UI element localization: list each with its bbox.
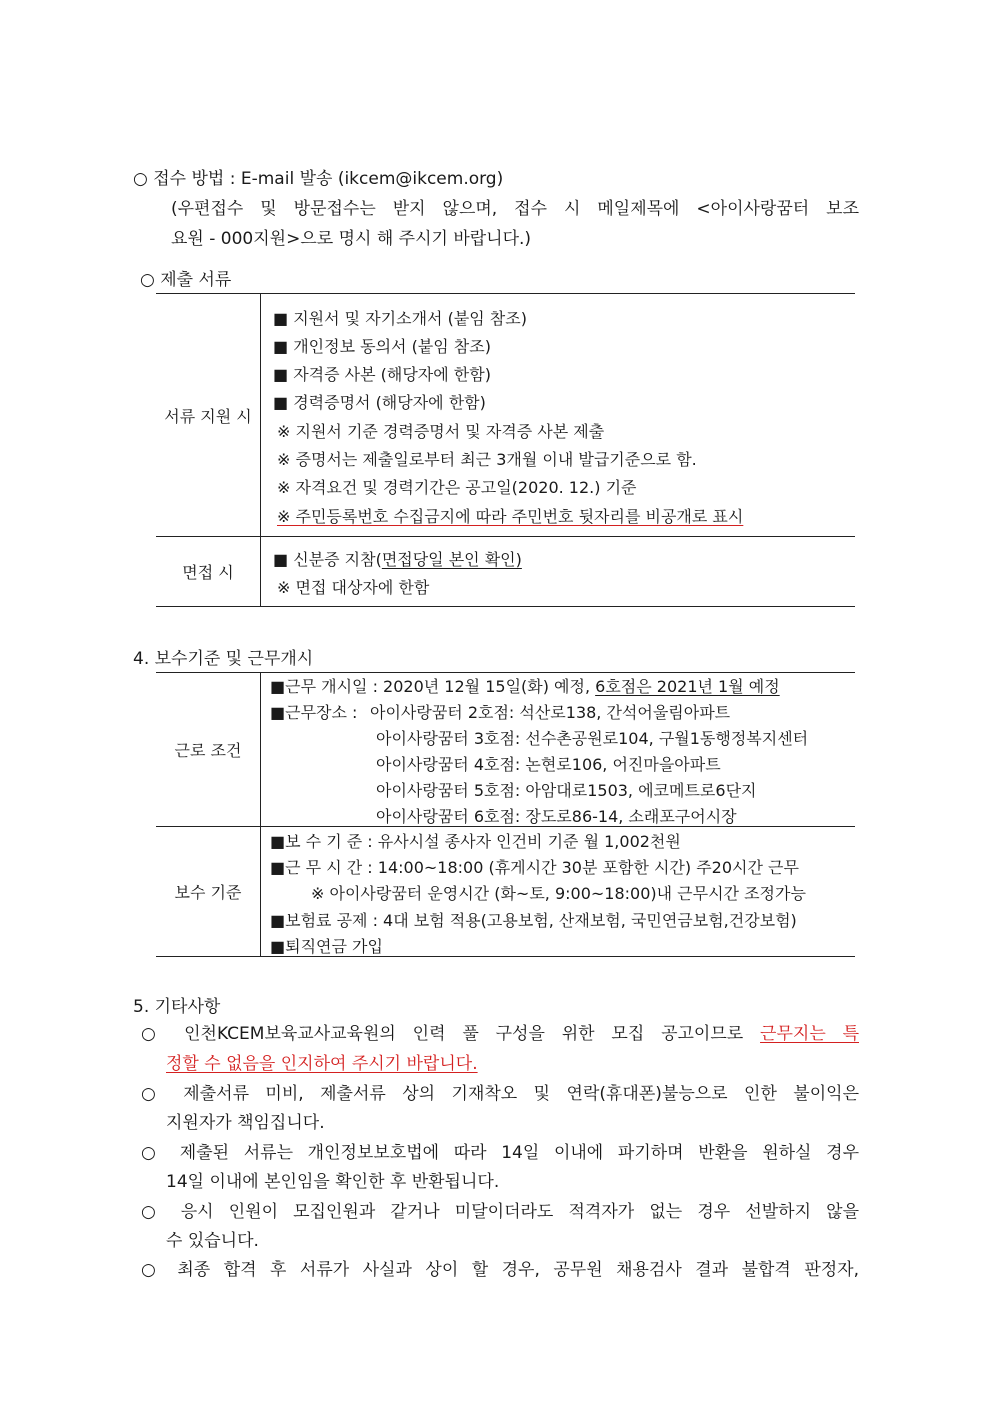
work-place-5: 아이사랑꿈터 5호점: 아암대로1503, 에코메트로6단지 bbox=[376, 781, 757, 800]
pay-standard-item: ■보 수 기 준 : 유사시설 종사자 인건비 기준 월 1,002천원 bbox=[270, 832, 681, 851]
work-place-label: ■근무장소 : bbox=[270, 703, 358, 722]
insurance-item: ■보험료 공제 : 4대 보험 적용(고용보험, 산재보험, 국민연금보험,건강보험) bbox=[270, 911, 797, 930]
work-start-prefix: ■근무 개시일 : 2020년 12월 15일(화) 예정, bbox=[270, 677, 596, 696]
pay-heading: 4. 보수기준 및 근무개시 bbox=[133, 649, 314, 669]
interview-item-id-prefix: ■ 신분증 지참( bbox=[273, 550, 382, 569]
work-hours-item: ■근 무 시 간 : 14:00~18:00 (휴게시간 30분 포함한 시간) 주20시간 근무 bbox=[270, 858, 799, 877]
misc-item5-line1: ○ 최종 합격 후 서류가 사실과 상이 할 경우, 공무원 채용검사 결과 불합격 판정자, bbox=[141, 1260, 859, 1280]
doc-item-license-copy: ■ 자격증 사본 (해당자에 한함) bbox=[273, 365, 491, 384]
row-label-work-conditions: 근로 조건 bbox=[174, 741, 242, 760]
row-label-pay-standard: 보수 기준 bbox=[174, 883, 242, 902]
table-column-divider bbox=[260, 293, 261, 606]
pay-table-border-bottom bbox=[156, 956, 855, 957]
doc-item-application: ■ 지원서 및 자기소개서 (붙임 참조) bbox=[273, 309, 527, 328]
doc-item-privacy-consent: ■ 개인정보 동의서 (붙임 참조) bbox=[273, 337, 491, 356]
doc-note-1: ※ 지원서 기준 경력증명서 및 자격증 사본 제출 bbox=[277, 422, 605, 441]
doc-note-resident-number: ※ 주민등록번호 수집금지에 따라 주민번호 뒷자리를 비공개로 표시 bbox=[277, 507, 744, 526]
misc-item1-prefix: ○ 인천KCEM보육교사교육원의 인력 풀 구성을 위한 모집 공고이므로 bbox=[141, 1024, 761, 1044]
misc-item1-red: 근무지는 특 bbox=[760, 1024, 859, 1044]
interview-note: ※ 면접 대상자에 한함 bbox=[277, 578, 430, 597]
misc-item1-line1 bbox=[141, 1019, 859, 1044]
work-place-3: 아이사랑꿈터 3호점: 선수촌공원로104, 구월1동행정복지센터 bbox=[376, 729, 809, 748]
pension-item: ■퇴직연금 가입 bbox=[270, 937, 383, 956]
interview-item-id bbox=[273, 547, 522, 570]
pay-table-column-divider bbox=[260, 672, 261, 956]
doc-item-career-certificate: ■ 경력증명서 (해당자에 한함) bbox=[273, 393, 486, 412]
work-place-2: 아이사랑꿈터 2호점: 석산로138, 간석어울림아파트 bbox=[370, 703, 731, 722]
reception-method: ○ 접수 방법 : E-mail 발송 (ikcem@ikcem.org) bbox=[133, 169, 504, 189]
misc-item1-line2: 정할 수 없음을 인지하여 주시기 바랍니다. bbox=[166, 1054, 478, 1074]
misc-item3-line2: 14일 이내에 본인임을 확인한 후 반환됩니다. bbox=[166, 1172, 500, 1192]
table-border-bottom bbox=[156, 606, 855, 607]
row-label-document-submission: 서류 지원 시 bbox=[164, 406, 252, 426]
row-label-interview: 면접 시 bbox=[182, 563, 234, 582]
misc-item2-line2: 지원자가 책임집니다. bbox=[166, 1113, 325, 1133]
reception-note-line1: (우편접수 및 방문접수는 받지 않으며, 접수 시 메일제목에 <아이사랑꿈터 보조 bbox=[171, 199, 859, 219]
reception-note-line2: 요원 - 000지원>으로 명시 해 주시기 바랍니다.) bbox=[171, 229, 532, 249]
interview-item-id-underlined: 면접당일 본인 확인) bbox=[381, 550, 522, 569]
misc-item4-line2: 수 있습니다. bbox=[166, 1231, 259, 1251]
misc-item2-line1: ○ 제출서류 미비, 제출서류 상의 기재착오 및 연락(휴대폰)불능으로 인한 불이익은 bbox=[141, 1084, 859, 1104]
work-place-6: 아이사랑꿈터 6호점: 장도로86-14, 소래포구어시장 bbox=[376, 807, 737, 826]
misc-heading: 5. 기타사항 bbox=[133, 997, 221, 1017]
work-start-date bbox=[270, 674, 780, 697]
work-start-underlined: 6호점은 2021년 1월 예정 bbox=[595, 677, 780, 696]
misc-item3-line1: ○ 제출된 서류는 개인정보보호법에 따라 14일 이내에 파기하며 반환을 원하실 경우 bbox=[141, 1143, 859, 1163]
documents-heading: ○ 제출 서류 bbox=[140, 270, 232, 290]
doc-note-3: ※ 자격요건 및 경력기간은 공고일(2020. 12.) 기준 bbox=[277, 478, 637, 497]
misc-item4-line1: ○ 응시 인원이 모집인원과 같거나 미달이더라도 적격자가 없는 경우 선발하지 않을 bbox=[141, 1202, 859, 1222]
operating-hours-note: ※ 아이사랑꿈터 운영시간 (화~토, 9:00~18:00)내 근무시간 조정가능 bbox=[311, 884, 806, 903]
work-place-4: 아이사랑꿈터 4호점: 논현로106, 어진마을아파트 bbox=[376, 755, 721, 774]
doc-note-2: ※ 증명서는 제출일로부터 최근 3개월 이내 발급기준으로 함. bbox=[277, 450, 697, 469]
